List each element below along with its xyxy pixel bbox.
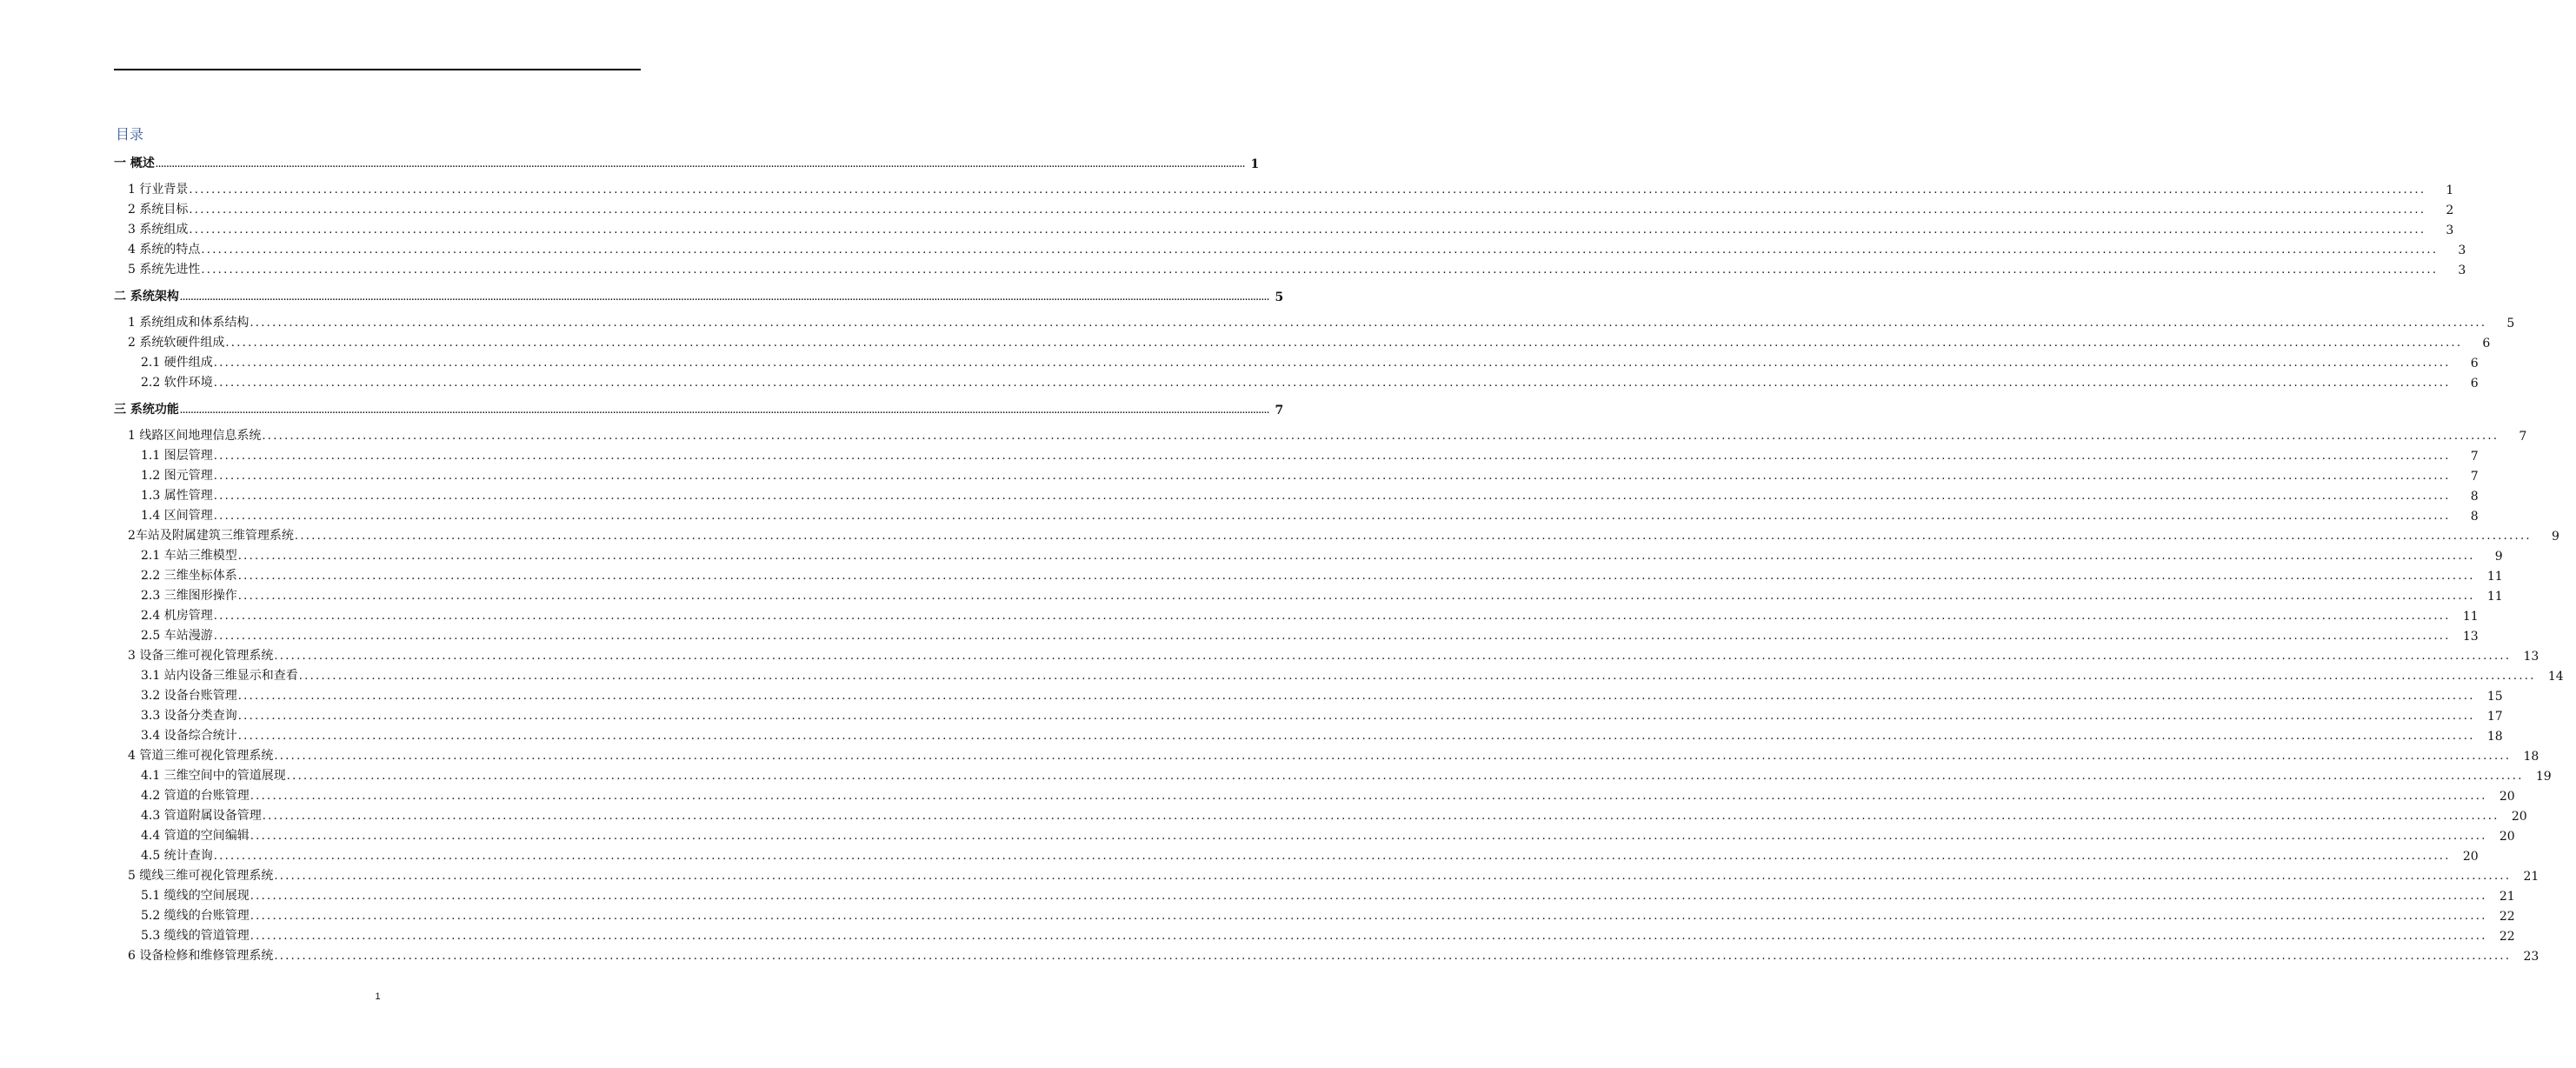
toc-entry-label: 2.4 机房管理 bbox=[141, 606, 214, 624]
toc-entry-label: 5 系统先进性 bbox=[128, 260, 201, 277]
toc-entry[interactable] bbox=[114, 584, 2503, 604]
toc-entry-label: 4.1 三维空间中的管道展现 bbox=[141, 766, 287, 784]
toc-leader-dots: ................................................................................................................................................................................................................................................................................................................................................................................................................ bbox=[237, 590, 2475, 603]
toc-entry[interactable] bbox=[114, 444, 2479, 464]
toc-page-number: 14 bbox=[2547, 670, 2564, 684]
toc-leader-dots: ................................................................................................................................................................................................................................................................................................................................................................................................................ bbox=[274, 750, 2512, 763]
toc-entry-label: 1 行业背景 bbox=[128, 180, 189, 197]
toc-leader-dots: ................................................................................................................................................................................................................................................................................................................................................................................................................ bbox=[213, 490, 2451, 503]
toc-leader-dots: ................................................................................................................................................................................................................................................................................................................................................................................................................ bbox=[213, 470, 2451, 483]
toc-entry[interactable] bbox=[114, 784, 2515, 804]
toc-entry[interactable] bbox=[114, 564, 2503, 584]
toc-leader-dots: ................................................................................................................................................................................................................................................................................................................................................................................................................ bbox=[213, 377, 2451, 390]
toc-entry-label: 4.3 管道附属设备管理 bbox=[141, 806, 263, 824]
toc-leader-dots: ................................................................................................................................................................................................................................................................................................................................................................................................................ bbox=[213, 610, 2451, 623]
toc-leader-dots: ................................................................................................................................................................................................................................................................................................................................................................................................................ bbox=[179, 407, 1270, 416]
toc-entry-label: 2.2 三维坐标体系 bbox=[141, 566, 238, 584]
toc-entry[interactable] bbox=[114, 484, 2479, 504]
toc-entry-label: 3.3 设备分类查询 bbox=[141, 706, 238, 724]
toc-leader-dots: ................................................................................................................................................................................................................................................................................................................................................................................................................ bbox=[237, 730, 2475, 743]
toc-page-number: 8 bbox=[2470, 510, 2479, 524]
toc-entry[interactable] bbox=[114, 544, 2503, 564]
table-of-contents bbox=[114, 151, 2564, 964]
toc-entry[interactable] bbox=[114, 464, 2479, 484]
toc-entry-label: 1.3 属性管理 bbox=[141, 486, 214, 504]
toc-page-number: 13 bbox=[2523, 650, 2539, 664]
toc-leader-dots: ................................................................................................................................................................................................................................................................................................................................................................................................................ bbox=[274, 650, 2512, 663]
toc-entry[interactable] bbox=[114, 524, 2559, 544]
toc-page-number: 20 bbox=[2499, 790, 2515, 804]
toc-entry-label: 2车站及附属建筑三维管理系统 bbox=[128, 526, 295, 544]
toc-entry[interactable] bbox=[114, 504, 2479, 524]
toc-entry-label: 2.1 车站三维模型 bbox=[141, 546, 238, 564]
toc-page-number: 20 bbox=[2462, 850, 2479, 864]
toc-page-number: 3 bbox=[2458, 264, 2466, 277]
toc-leader-dots: ................................................................................................................................................................................................................................................................................................................................................................................................................ bbox=[250, 910, 2487, 923]
toc-entry[interactable] bbox=[114, 744, 2539, 764]
toc-entry[interactable] bbox=[114, 217, 2454, 237]
toc-entry-label: 5.2 缆线的台账管理 bbox=[141, 906, 250, 924]
toc-entry-label: 3 设备三维可视化管理系统 bbox=[128, 646, 274, 664]
toc-page-number: 22 bbox=[2499, 930, 2515, 944]
toc-chapter-entry[interactable] bbox=[114, 151, 1260, 171]
toc-page-number: 11 bbox=[2486, 570, 2503, 584]
toc-leader-dots: ................................................................................................................................................................................................................................................................................................................................................................................................................ bbox=[225, 337, 2463, 350]
toc-page-number: 11 bbox=[2486, 590, 2503, 604]
toc-page-number: 1 bbox=[2446, 184, 2454, 197]
toc-leader-dots: ................................................................................................................................................................................................................................................................................................................................................................................................................ bbox=[179, 294, 1270, 303]
toc-page-number: 2 bbox=[2446, 204, 2454, 217]
toc-page-number: 3 bbox=[2446, 224, 2454, 237]
toc-entry-label: 1.4 区间管理 bbox=[141, 506, 214, 524]
toc-entry[interactable] bbox=[114, 644, 2539, 664]
toc-entry[interactable] bbox=[114, 350, 2479, 370]
toc-page-number: 7 bbox=[2470, 470, 2479, 484]
toc-entry[interactable] bbox=[114, 197, 2454, 217]
toc-page-number: 5 bbox=[2506, 317, 2515, 330]
toc-leader-dots: ................................................................................................................................................................................................................................................................................................................................................................................................................ bbox=[213, 630, 2451, 643]
toc-leader-dots: ................................................................................................................................................................................................................................................................................................................................................................................................................ bbox=[201, 264, 2439, 277]
toc-entry[interactable] bbox=[114, 684, 2503, 704]
toc-entry[interactable] bbox=[114, 804, 2527, 824]
toc-chapter-entry[interactable] bbox=[114, 397, 1284, 417]
toc-page-number: 20 bbox=[2511, 810, 2527, 824]
toc-entry[interactable] bbox=[114, 904, 2515, 924]
toc-entry[interactable] bbox=[114, 884, 2515, 904]
toc-page-number: 7 bbox=[2519, 430, 2527, 444]
toc-entry-label: 4.4 管道的空间编辑 bbox=[141, 826, 250, 844]
toc-page-number: 11 bbox=[2462, 610, 2479, 624]
toc-page-number: 6 bbox=[2470, 377, 2479, 390]
toc-entry-label: 2.3 三维图形操作 bbox=[141, 586, 238, 604]
toc-entry-label: 5.3 缆线的管道管理 bbox=[141, 926, 250, 944]
toc-entry-label: 3.2 设备台账管理 bbox=[141, 686, 238, 704]
toc-page-number: 19 bbox=[2535, 770, 2552, 784]
toc-page-number: 18 bbox=[2486, 730, 2503, 744]
toc-entry-label: 2.5 车站漫游 bbox=[141, 626, 214, 644]
header-rule bbox=[114, 69, 641, 70]
toc-leader-dots: ................................................................................................................................................................................................................................................................................................................................................................................................................ bbox=[250, 830, 2487, 843]
toc-leader-dots: ................................................................................................................................................................................................................................................................................................................................................................................................................ bbox=[250, 930, 2487, 943]
toc-entry[interactable] bbox=[114, 724, 2503, 744]
toc-entry-label: 3 系统组成 bbox=[128, 220, 189, 237]
toc-leader-dots: ................................................................................................................................................................................................................................................................................................................................................................................................................ bbox=[262, 430, 2499, 443]
toc-entry[interactable] bbox=[114, 924, 2515, 944]
toc-leader-dots: ................................................................................................................................................................................................................................................................................................................................................................................................................ bbox=[155, 161, 1246, 170]
toc-entry-label: 4 管道三维可视化管理系统 bbox=[128, 746, 274, 764]
toc-entry[interactable] bbox=[114, 764, 2552, 784]
toc-entry[interactable] bbox=[114, 704, 2503, 724]
toc-entry-label: 1 系统组成和体系结构 bbox=[128, 313, 250, 330]
toc-chapter-entry[interactable] bbox=[114, 284, 1284, 304]
toc-leader-dots: ................................................................................................................................................................................................................................................................................................................................................................................................................ bbox=[274, 950, 2512, 963]
toc-entry-label: 2 系统软硬件组成 bbox=[128, 333, 225, 350]
toc-leader-dots: ................................................................................................................................................................................................................................................................................................................................................................................................................ bbox=[213, 850, 2451, 863]
toc-page-number: 8 bbox=[2470, 490, 2479, 504]
toc-leader-dots: ................................................................................................................................................................................................................................................................................................................................................................................................................ bbox=[262, 810, 2499, 823]
toc-page-number: 22 bbox=[2499, 910, 2515, 924]
toc-page-number: 6 bbox=[2470, 357, 2479, 370]
toc-leader-dots: ................................................................................................................................................................................................................................................................................................................................................................................................................ bbox=[237, 710, 2475, 723]
toc-leader-dots: ................................................................................................................................................................................................................................................................................................................................................................................................................ bbox=[250, 790, 2487, 803]
toc-entry[interactable] bbox=[114, 604, 2479, 624]
toc-entry-label: 1.2 图元管理 bbox=[141, 466, 214, 484]
toc-leader-dots: ................................................................................................................................................................................................................................................................................................................................................................................................................ bbox=[298, 670, 2536, 683]
toc-leader-dots: ................................................................................................................................................................................................................................................................................................................................................................................................................ bbox=[201, 244, 2439, 257]
toc-entry[interactable] bbox=[114, 944, 2539, 964]
toc-page-number: 3 bbox=[2458, 244, 2466, 257]
toc-page-number: 20 bbox=[2499, 830, 2515, 844]
toc-entry[interactable] bbox=[114, 177, 2454, 197]
toc-entry-label: 3.1 站内设备三维显示和查看 bbox=[141, 666, 299, 684]
toc-entry-label: 4 系统的特点 bbox=[128, 240, 201, 257]
toc-entry-label: 6 设备检修和维修管理系统 bbox=[128, 946, 274, 964]
toc-leader-dots: ................................................................................................................................................................................................................................................................................................................................................................................................................ bbox=[250, 317, 2487, 330]
toc-entry-label: 一 概述 bbox=[114, 154, 156, 171]
toc-leader-dots: ................................................................................................................................................................................................................................................................................................................................................................................................................ bbox=[213, 450, 2451, 463]
toc-page-number: 21 bbox=[2499, 890, 2515, 904]
toc-entry-label: 二 系统架构 bbox=[114, 287, 180, 304]
toc-leader-dots: ................................................................................................................................................................................................................................................................................................................................................................................................................ bbox=[237, 550, 2475, 563]
page-number: 1 bbox=[375, 991, 381, 1002]
toc-page-number: 1 bbox=[1250, 157, 1260, 171]
toc-page-number: 17 bbox=[2486, 710, 2503, 724]
toc-leader-dots: ................................................................................................................................................................................................................................................................................................................................................................................................................ bbox=[189, 224, 2426, 237]
toc-leader-dots: ................................................................................................................................................................................................................................................................................................................................................................................................................ bbox=[250, 890, 2487, 903]
toc-title: 目录 bbox=[116, 126, 144, 143]
toc-page-number: 21 bbox=[2523, 870, 2539, 884]
toc-entry[interactable] bbox=[114, 844, 2479, 864]
toc-page-number: 13 bbox=[2462, 630, 2479, 644]
toc-entry-label: 3.4 设备综合统计 bbox=[141, 726, 238, 744]
toc-entry-label: 5.1 缆线的空间展现 bbox=[141, 886, 250, 904]
toc-entry-label: 2 系统目标 bbox=[128, 200, 189, 217]
toc-entry-label: 2.2 软件环境 bbox=[141, 373, 214, 390]
toc-page-number: 23 bbox=[2523, 950, 2539, 964]
toc-entry[interactable] bbox=[114, 664, 2564, 684]
toc-entry-label: 2.1 硬件组成 bbox=[141, 353, 214, 370]
toc-leader-dots: ................................................................................................................................................................................................................................................................................................................................................................................................................ bbox=[237, 570, 2475, 583]
toc-leader-dots: ................................................................................................................................................................................................................................................................................................................................................................................................................ bbox=[213, 510, 2451, 523]
toc-leader-dots: ................................................................................................................................................................................................................................................................................................................................................................................................................ bbox=[286, 770, 2524, 783]
toc-entry-label: 1 线路区间地理信息系统 bbox=[128, 426, 262, 444]
toc-leader-dots: ................................................................................................................................................................................................................................................................................................................................................................................................................ bbox=[274, 870, 2512, 883]
toc-entry[interactable] bbox=[114, 257, 2466, 277]
toc-leader-dots: ................................................................................................................................................................................................................................................................................................................................................................................................................ bbox=[189, 204, 2426, 217]
toc-page-number: 15 bbox=[2486, 690, 2503, 704]
toc-entry[interactable] bbox=[114, 310, 2515, 330]
toc-entry-label: 1.1 图层管理 bbox=[141, 446, 214, 464]
toc-entry-label: 5 缆线三维可视化管理系统 bbox=[128, 866, 274, 884]
toc-entry-label: 三 系统功能 bbox=[114, 400, 180, 417]
toc-entry-label: 4.2 管道的台账管理 bbox=[141, 786, 250, 804]
toc-entry[interactable] bbox=[114, 424, 2527, 444]
toc-leader-dots: ................................................................................................................................................................................................................................................................................................................................................................................................................ bbox=[213, 357, 2451, 370]
toc-entry[interactable] bbox=[114, 824, 2515, 844]
toc-page-number: 7 bbox=[1275, 404, 1284, 417]
toc-entry[interactable] bbox=[114, 624, 2479, 644]
toc-leader-dots: ................................................................................................................................................................................................................................................................................................................................................................................................................ bbox=[237, 690, 2475, 703]
toc-page-number: 9 bbox=[2494, 550, 2503, 564]
toc-leader-dots: ................................................................................................................................................................................................................................................................................................................................................................................................................ bbox=[189, 184, 2426, 197]
toc-page-number: 18 bbox=[2523, 750, 2539, 764]
toc-leader-dots: ................................................................................................................................................................................................................................................................................................................................................................................................................ bbox=[294, 530, 2532, 543]
toc-entry[interactable] bbox=[114, 237, 2466, 257]
toc-entry[interactable] bbox=[114, 330, 2491, 350]
toc-page-number: 6 bbox=[2482, 337, 2491, 350]
toc-entry[interactable] bbox=[114, 864, 2539, 884]
toc-entry-label: 4.5 统计查询 bbox=[141, 846, 214, 864]
toc-page-number: 5 bbox=[1275, 290, 1284, 304]
toc-entry[interactable] bbox=[114, 370, 2479, 390]
toc-page-number: 9 bbox=[2551, 530, 2559, 544]
toc-page-number: 7 bbox=[2470, 450, 2479, 464]
